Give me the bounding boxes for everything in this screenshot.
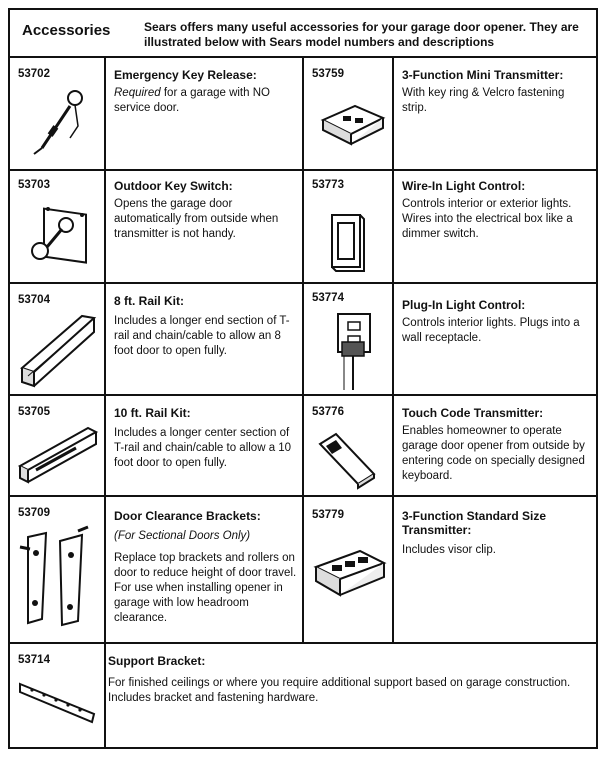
accessory-description: Includes visor clip.	[402, 544, 496, 556]
model-number: 53776	[312, 406, 344, 418]
intro-text: Sears offers many useful accessories for your garage door opener. They are illustrated below with Sears model numbers and descriptions	[144, 20, 579, 49]
accessory-description: For finished ceilings or where you require additional support based on garage construction. Includes bracket and fastening hardware.	[108, 677, 571, 704]
accessory-row	[10, 497, 596, 644]
accessory-row	[10, 644, 596, 747]
accessory-name: 3-Function Mini Transmitter:	[402, 68, 564, 82]
accessory-name: Door Clearance Brackets:	[114, 509, 261, 523]
wall-switch-icon	[328, 211, 368, 273]
accessory-name: Emergency Key Release:	[114, 68, 257, 82]
accessory-description: Controls interior or exterior lights. Wires into the electrical box like a dimmer switch.	[402, 198, 573, 240]
standard-transmitter-icon	[312, 545, 388, 601]
accessory-description: Includes a longer end section of T-rail and chain/cable to allow an 8 foot door to open fully.	[114, 315, 290, 357]
accessory-name: 8 ft. Rail Kit:	[114, 294, 185, 308]
accessory-name: Plug-In Light Control:	[402, 298, 526, 312]
model-number: 53714	[18, 654, 50, 666]
model-number: 53704	[18, 294, 50, 306]
accessory-name: Touch Code Transmitter:	[402, 406, 544, 420]
keypad-icon	[314, 426, 380, 490]
model-number: 53759	[312, 68, 344, 80]
model-number: 53705	[18, 406, 50, 418]
brackets-icon	[16, 523, 102, 633]
page-title: Accessories	[22, 22, 111, 39]
accessory-name: Outdoor Key Switch:	[114, 179, 233, 193]
accessory-note: (For Sectional Doors Only)	[114, 530, 251, 542]
accessories-sheet	[8, 8, 598, 749]
accessory-description: With key ring & Velcro fastening strip.	[402, 87, 565, 114]
model-number: 53773	[312, 179, 344, 191]
accessory-row	[10, 284, 596, 396]
accessory-name: 10 ft. Rail Kit:	[114, 406, 191, 420]
accessory-description: Enables homeowner to operate garage door opener from outside by entering code on specially designed keyboard.	[402, 425, 585, 482]
accessory-row	[10, 396, 596, 497]
accessory-row	[10, 171, 596, 284]
rail-icon	[18, 310, 100, 388]
accessory-description: Includes a longer center section of T-rail and chain/cable to allow a 10 foot door to open fully.	[114, 427, 292, 469]
accessory-name: Wire-In Light Control:	[402, 179, 526, 193]
support-bracket-icon	[16, 678, 100, 728]
model-number: 53702	[18, 68, 50, 80]
header	[10, 10, 596, 58]
accessory-description: Required for a garage with NO service door.	[114, 87, 270, 114]
model-number: 53703	[18, 179, 50, 191]
rail-icon	[16, 422, 100, 486]
accessory-description: Controls interior lights. Plugs into a wall receptacle.	[402, 317, 580, 344]
accessory-description: Opens the garage door automatically from outside when transmitter is not handy.	[114, 198, 279, 240]
plug-in-control-icon	[332, 312, 382, 392]
model-number: 53709	[18, 507, 50, 519]
model-number: 53779	[312, 509, 344, 521]
accessory-name: 3-Function Standard Size Transmitter:	[402, 509, 547, 537]
mini-transmitter-icon	[315, 98, 387, 148]
key-switch-icon	[18, 195, 98, 275]
accessory-description: Replace top brackets and rollers on door to reduce height of door travel. For use when installing opener in garage with low headroom clearance.	[114, 552, 297, 624]
accessory-name: Support Bracket:	[108, 654, 206, 668]
key-release-icon	[20, 86, 100, 156]
model-number: 53774	[312, 292, 344, 304]
accessory-row	[10, 58, 596, 171]
